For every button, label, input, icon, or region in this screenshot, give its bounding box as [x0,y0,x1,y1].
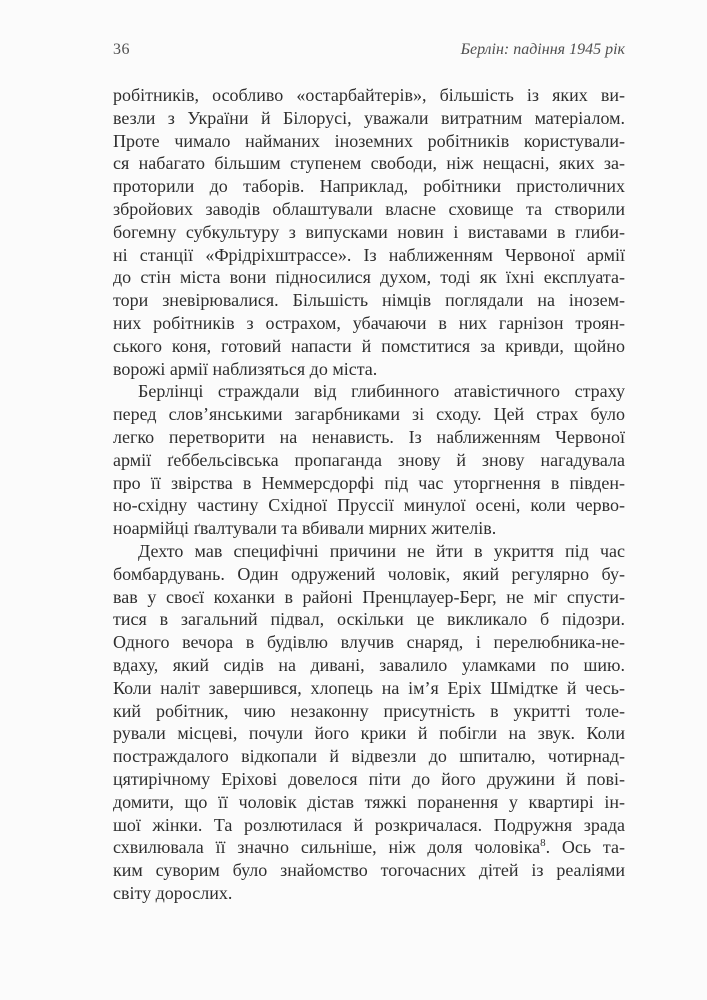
text-line: них робітників з острахом, убачаючи в них гарнізон троян- [113,312,625,333]
text-line: Проте чимало найманих іноземних робітників користували- [113,130,625,151]
text-line: домити, що її чоловік дістав тяжкі поранення у квартирі ін- [113,791,625,812]
text-line: схвилювала її значно сильніше, ніж доля чоловіка$^8$. Ось та- [113,837,625,858]
text-line: тися в загальний підвал, оскільки це викликало б підозри. [113,609,625,630]
text-line: но-східну частину Східної Пруссії минулої осені, коли черво- [113,495,625,516]
text-line: ні станції «Фрідріхштрассе». Із наближенням Червоної армії [113,244,625,265]
body-text [113,84,625,905]
text-line: перед слов’янськими загарбниками зі сходу. Цей страх було [113,404,625,425]
text-line: ноармійці ґвалтували та вбивали мирних жителів. [113,518,497,539]
text-line: Берлінці страждали від глибинного атавістичного страху [138,381,625,402]
text-line: армії ґеббельсівська пропаганда знову й знову нагадувала [113,449,625,470]
text-line: вдаху, який сидів на дивані, завалило уламками по шию. [113,654,625,675]
text-line: світу дорослих. [113,882,233,903]
text-line: шої жінки. Та розлютилася й розкричалася. Подружня зрада [113,814,625,835]
text-line: рували місцеві, почули його крики й побігли на звук. Коли [113,723,625,744]
text-line: кий робітник, чию незаконну присутність в укритті толе- [113,700,625,721]
text-line: робітників, особливо «остарбайтерів», більшість із яких ви- [113,85,625,105]
text-line: ського коня, готовий напасти й помститися за кривди, щойно [113,335,625,356]
text-line: ся набагато більшим ступенем свободи, ніж нещасні, яких за- [113,153,625,174]
text-line: вав у своєї коханки в районі Пренцлауер-Берг, не міг спусти- [113,586,625,607]
footnote-reference: 8 [540,837,546,850]
text-line: Коли наліт завершився, хлопець на ім’я Еріх Шмідтке й чесь- [113,677,625,698]
text-line: легко перетворити на ненависть. Із наближенням Червоної [113,426,625,447]
text-line: Одного вечора в будівлю влучив снаряд, і перелюбника-не- [113,632,625,653]
page-number: 36 [113,41,130,58]
text-line: везли з України й Білорусі, уважали витратним матеріалом. [113,107,625,128]
running-title: Берлін: падіння 1945 рік [460,41,625,58]
text-line: тори зневірювалися. Більшість німців поглядали на інозем- [113,290,625,311]
text-line: Дехто мав специфічні причини не йти в укриття під час [138,540,625,561]
text-line: проторили до таборів. Наприклад, робітники пристоличних [113,176,625,197]
text-line: ворожі армії наблизяться до міста. [113,358,378,379]
text-line: ким суворим було знайомство тогочасних дітей із реаліями [113,860,625,881]
text-line: цятирічному Еріхові довелося піти до його дружини й пові- [113,768,625,789]
text-line: постраждалого відкопали й відвезли до шпиталю, чотирнад- [113,746,625,767]
text-line: бомбардувань. Один одружений чоловік, який регулярно бу- [113,563,625,584]
text-line: богемну субкультуру з випусками новин і виставами в глиби- [113,221,625,242]
text-line: до стін міста вони підносилися духом, тоді як їхні експлуата- [113,267,625,288]
page-header [113,41,625,59]
text-line: збройових заводів облаштували власне сховище та створили [113,198,625,219]
text-line: про її звірства в Неммерсдорфі під час уторгнення в півден- [113,472,625,493]
